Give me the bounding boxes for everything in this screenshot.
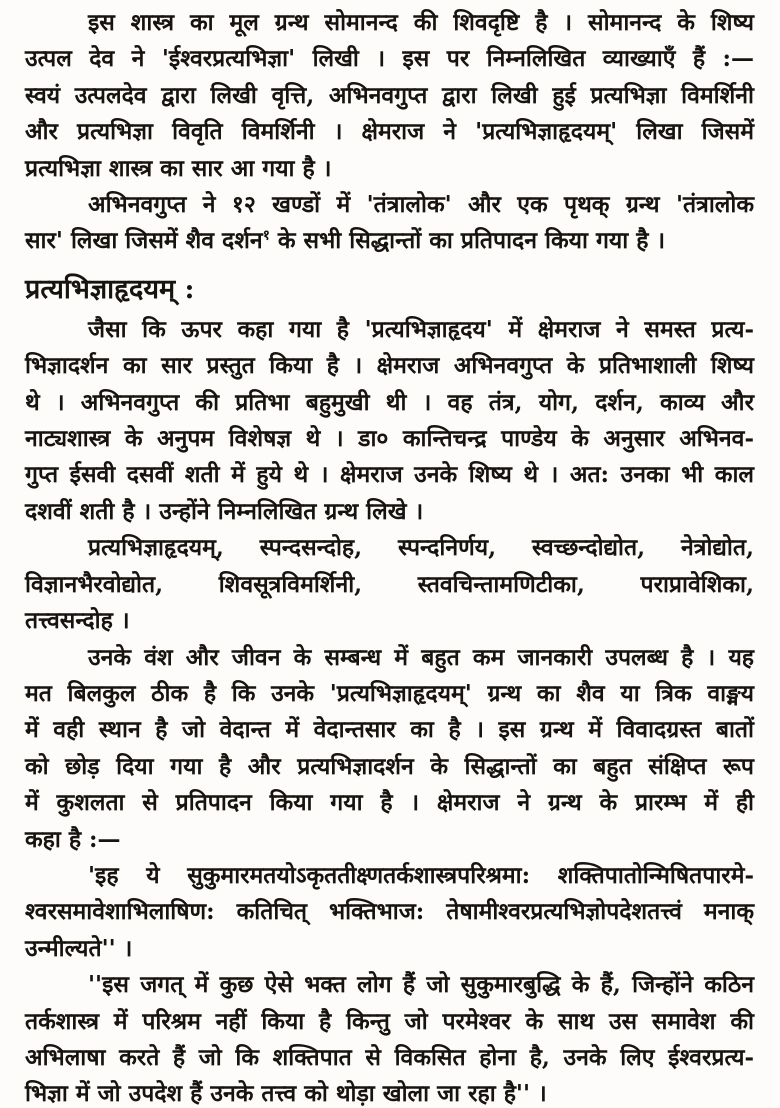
text-line: 'इह ये सुकुमारमतयोऽकृततीक्ष्णतर्कशास्त्रपरिश्रमा: शक्तिपातोन्मिषितपारमे-	[88, 861, 754, 889]
para-kshemaraja-abhinavagupta	[25, 312, 754, 530]
para-moola-grantha-shivadrishti	[25, 5, 754, 187]
text-line: अभिलाषा करते हैं जो कि शक्तिपात से विकसित होना है, उनके लिए ईश्वरप्रत्य-	[25, 1043, 754, 1071]
text-line: तत्त्वसन्दोह ।	[25, 607, 130, 635]
text-line: अभिनवगुप्त ने १२ खण्डों में 'तंत्रालोक' और एक पृथक् ग्रन्थ 'तंत्रालोक	[88, 191, 754, 219]
text-line: प्रत्यभिज्ञाहृदयम्, स्पन्दसन्दोह, स्पन्दनिर्णय, स्वच्छन्दोद्योत, नेत्रोद्योत,	[88, 534, 754, 562]
para-hindi-anuvad	[25, 967, 754, 1108]
text-line: जैसा कि ऊपर कहा गया है 'प्रत्यभिज्ञाहृदय' में क्षेमराज ने समस्त प्रत्य-	[88, 315, 754, 343]
para-granth-list	[25, 530, 754, 639]
text-line: को छोड़ दिया गया है और प्रत्यभिज्ञादर्शन के सिद्धान्तों का बहुत संक्षिप्त रूप	[25, 752, 754, 780]
page-content	[25, 5, 754, 1108]
text-line: थे । अभिनवगुप्त की प्रतिभा बहुमुखी थी । वह तंत्र, योग, दर्शन, काव्य और	[25, 388, 754, 416]
text-line: इस शास्त्र का मूल ग्रन्थ सोमानन्द की शिवदृष्टि है । सोमानन्द के शिष्य	[88, 9, 754, 36]
text-line: उन्मील्यते'' ।	[25, 934, 133, 962]
text-line: उनके वंश और जीवन के सम्बन्ध में बहुत कम जानकारी उपलब्ध है । यह	[88, 643, 754, 671]
text-line: तर्कशास्त्र में परिश्रम नहीं किया है किन्तु जो परमेश्वर के साथ उस समावेश की	[25, 1007, 754, 1035]
text-line: में कुशलता से प्रतिपादन किया गया है । क्षेमराज ने ग्रन्थ के प्रारम्भ में ही	[25, 789, 754, 817]
text-line: कहा है :—	[25, 825, 121, 853]
text-line: प्रत्यभिज्ञा शास्त्र का सार आ गया है ।	[25, 154, 332, 182]
text-line: दशवीं शती है । उन्होंने निम्नलिखित ग्रन्थ लिखे ।	[25, 497, 424, 525]
text-line: मत बिलकुल ठीक है कि उनके 'प्रत्यभिज्ञाहृदयम्' ग्रन्थ का शैव या त्रिक वाङ्मय	[25, 679, 754, 707]
heading-pratyabhijnahridayam: प्रत्यभिज्ञाहृदयम् :	[25, 273, 195, 305]
text-line: श्वरसमावेशाभिलाषिण: कतिचित् भक्तिभाज: तेषामीश्वरप्रत्यभिज्ञोपदेशतत्त्वं मनाक्	[25, 898, 754, 926]
text-line: भिज्ञा में जो उपदेश हैं उनके तत्त्व को थोड़ा खोला जा रहा है'' ।	[25, 1080, 547, 1108]
footnote-marker: १	[262, 227, 270, 244]
text-line: स्वयं उत्पलदेव द्वारा लिखी वृत्ति, अभिनवगुप्त द्वारा लिखी हुई प्रत्यभिज्ञा विमर्शिनी	[25, 81, 754, 109]
para-tantraloka	[25, 187, 754, 260]
text-line: गुप्त ईसवी दसवीं शती में हुये थे । क्षेमराज उनके शिष्य थे । अत: उनका भी काल	[25, 461, 754, 489]
text-line: ''इस जगत् में कुछ ऐसे भक्त लोग हैं जो सुकुमारबुद्धि के हैं, जिन्होंने कठिन	[88, 971, 754, 999]
para-sanskrit-quote	[25, 858, 754, 967]
text-line: नाट्यशास्त्र के अनुपम विशेषज्ञ थे । डा० कान्तिचन्द्र पाण्डेय के अनुसार अभिनव-	[25, 425, 754, 453]
text-line: में वही स्थान है जो वेदान्त में वेदान्तसार का है । इस ग्रन्थ में विवादग्रस्त बातों	[25, 716, 754, 744]
text-line: और प्रत्यभिज्ञा विवृति विमर्शिनी । क्षेमराज ने 'प्रत्यभिज्ञाहृदयम्' लिखा जिसमें	[25, 118, 754, 146]
para-vansh-jeevan	[25, 640, 754, 858]
text-line: सार' लिखा जिसमें शैव दर्शन$^१$ के सभी सिद्धान्तों का प्रतिपादन किया गया है ।	[25, 227, 666, 255]
text-line: भिज्ञादर्शन का सार प्रस्तुत किया है । क्षेमराज अभिनवगुप्त के प्रतिभाशाली शिष्य	[25, 352, 754, 380]
text-line: उत्पल देव ने 'ईश्वरप्रत्यभिज्ञा' लिखी । इस पर निम्नलिखित व्याख्याएँ हैं :—	[25, 45, 754, 73]
text-line: विज्ञानभैरवोद्योत, शिवसूत्रविमर्शिनी, स्तवचिन्तामणिटीका, पराप्रावेशिका,	[25, 570, 754, 598]
